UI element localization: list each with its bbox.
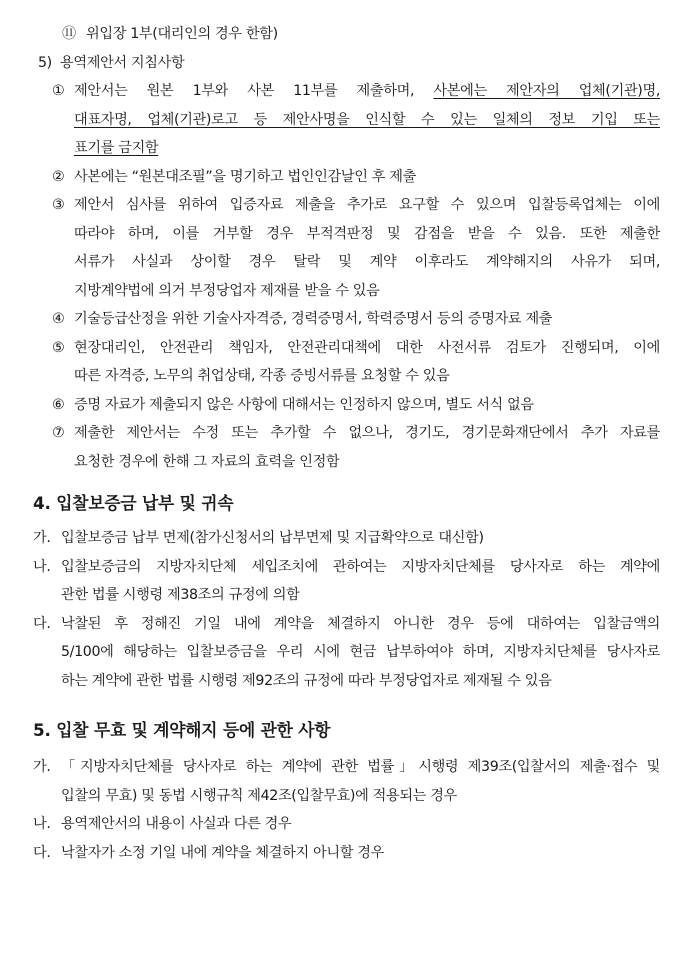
item-line: 입찰보증금 납부 면제(참가신청서의 납부면제 및 지급확약으로 대신함)	[61, 530, 484, 546]
item-text	[61, 553, 660, 610]
heading-text: 용역제안서 지침사항	[60, 54, 185, 71]
item-line: 5/100에 해당하는 입찰보증금을 우리 시에 현금 납부하여야 하며, 지방자치단체를 당사자로	[61, 644, 660, 660]
proposal-guide-list	[0, 77, 700, 476]
item-text	[61, 753, 660, 810]
item-marker: 다.	[33, 615, 51, 632]
guide-item	[0, 391, 700, 420]
item-line: 따른 자격증, 노무의 취업상태, 각종 증빙서류를 요청할 수 있음	[74, 368, 450, 384]
item-text	[74, 334, 660, 391]
item-text: 위입장 1부(대리인의 경우 한함)	[86, 26, 278, 42]
proposal-guide-heading	[0, 49, 700, 78]
item-line: 관한 법률 시행령 제38조의 규정에 의함	[61, 587, 300, 603]
section-5-item	[0, 839, 700, 868]
item-marker: 나.	[33, 816, 51, 832]
item-marker: ①	[52, 83, 65, 99]
item-line: 낙찰자가 소정 기일 내에 계약을 체결하지 아니할 경우	[61, 844, 384, 861]
section-5-title: 5. 입찰 무효 및 계약해지 등에 관한 사항	[33, 720, 331, 740]
section-4-item	[0, 610, 700, 696]
attachment-item-11	[0, 20, 700, 49]
section-4-title: 4. 입찰보증금 납부 및 귀속	[33, 493, 234, 513]
item-line: 현장대리인, 안전관리 책임자, 안전관리대책에 대한 사전서류 검토가 진행되며, 이에	[74, 339, 660, 356]
item-marker: ②	[52, 168, 65, 185]
guide-item	[0, 419, 700, 476]
item-line: 용역제안서의 내용이 사실과 다른 경우	[61, 816, 292, 832]
item-marker: ③	[52, 197, 65, 213]
item-line: 요청한 경우에 한해 그 자료의 효력을 인정함	[74, 453, 340, 470]
item-line: 따라야 하며, 이를 거부할 경우 부적격판정 및 감점을 받을 수 있음. 또한 제출한	[74, 225, 660, 242]
section-4-item	[0, 524, 700, 553]
item-line: 증명 자료가 제출되지 않은 사항에 대해서는 인정하지 않으며, 별도 서식 없음	[74, 396, 534, 413]
item-marker: ④	[52, 311, 65, 327]
item-text	[74, 305, 660, 334]
item-line: 낙찰된 후 정해진 기일 내에 계약을 체결하지 아니한 경우 등에 대하여는 입찰금액의	[61, 615, 660, 632]
item-line: 지방계약법에 의거 부정당업자 제재를 받을 수 있음	[74, 282, 380, 299]
guide-item	[0, 163, 700, 192]
item-marker: 가.	[33, 530, 51, 546]
item-text	[74, 419, 660, 476]
item-marker: ⑥	[52, 396, 65, 413]
item-text	[74, 77, 660, 163]
item-marker: 가.	[33, 759, 51, 775]
item-line: 서류가 사실과 상이할 경우 탈락 및 계약 이후라도 계약해지의 사유가 되며,	[74, 254, 660, 270]
section-5-item	[0, 753, 700, 810]
section-4-list	[0, 524, 700, 695]
guide-item	[0, 334, 700, 391]
item-line: 기술등급산정을 위한 기술사자격증, 경력증명서, 학력증명서 등의 증명자료 제출	[74, 311, 553, 327]
item-text	[74, 191, 660, 305]
item-line: 제안서 심사를 위하여 입증자료 제출을 추가로 요구할 수 있으며 입찰등록업체는 이에	[74, 197, 660, 213]
section-4-item	[0, 553, 700, 610]
item-marker: 나.	[33, 558, 51, 575]
item-marker: ⑪	[62, 26, 76, 42]
item-line: 「지방자치단체를 당사자로 하는 계약에 관한 법률」시행령 제39조(입찰서의 제출·접수 및	[61, 759, 660, 775]
section-5-list	[0, 753, 700, 867]
item-marker: 다.	[33, 844, 51, 861]
item-text	[61, 839, 660, 868]
item-text	[74, 163, 660, 192]
guide-item	[0, 305, 700, 334]
item-marker: ⑦	[52, 425, 65, 441]
item-text	[61, 524, 660, 553]
item-text	[61, 610, 660, 696]
guide-item	[0, 191, 700, 305]
heading-marker: 5)	[38, 54, 52, 71]
item-line: 하는 계약에 관한 법률 시행령 제92조의 규정에 따라 부정당업자로 제재될 수 있음	[61, 672, 552, 689]
guide-item	[0, 77, 700, 163]
item-line: 입찰보증금의 지방자치단체 세입조치에 관하여는 지방자치단체를 당사자로 하는 계약에	[61, 558, 660, 575]
item-line: 제출한 제안서는 수정 또는 추가할 수 없으나, 경기도, 경기문화재단에서 추가 자료를	[74, 425, 660, 441]
item-text	[74, 391, 660, 420]
item-marker: ⑤	[52, 339, 65, 356]
item-line: 대표자명, 업체(기관)로고 등 제안사명을 인식할 수 있는 일체의 정보 기입 또는	[74, 111, 660, 128]
item-line: 사본에는 “원본대조필”을 명기하고 법인인감날인 후 제출	[74, 168, 416, 185]
item-text	[61, 810, 660, 839]
item-line: 제안서는 원본 1부와 사본 11부를 제출하며, 사본에는 제안자의 업체(기관)명,	[74, 83, 660, 99]
section-5-item	[0, 810, 700, 839]
item-line: 표기를 금지함	[74, 140, 159, 156]
item-line: 입찰의 무효) 및 동법 시행규칙 제42조(입찰무효)에 적용되는 경우	[61, 787, 457, 804]
